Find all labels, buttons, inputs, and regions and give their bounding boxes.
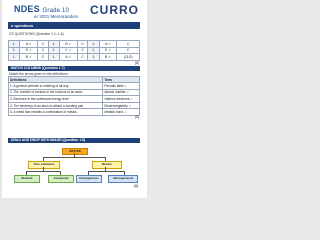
- drag-drop-subheading: DRAG AND DROP WITH IMAGE (Question 1.8): [8, 138, 140, 143]
- node-matter: MATTER: [62, 148, 88, 155]
- match-instruction: Match the terms given in the definitions.: [9, 71, 69, 76]
- mcq-cell: C: [38, 41, 49, 48]
- mcq-cell: C: [38, 54, 49, 61]
- mcq-cell: 1.: [88, 47, 99, 54]
- term-header: Term: [103, 77, 140, 83]
- node-homogeneous[interactable]: Homogeneous: [76, 175, 102, 183]
- definitions-header: Definitions: [9, 77, 103, 83]
- mcq-cell: A ✓: [59, 54, 77, 61]
- mcq-cell: D ✓: [99, 47, 117, 54]
- memorandum-page: [2, 0, 147, 198]
- mcq-cell: C: [77, 47, 88, 54]
- mcq-cell: B ✓: [20, 54, 38, 61]
- match-row: [9, 96, 140, 103]
- mcq-cell: A ✓: [99, 41, 117, 48]
- definition-cell: 3. Electrons in the outermost energy level.: [9, 96, 103, 103]
- mcq-answer-table: [8, 40, 140, 61]
- mcq-total: [6]: [135, 61, 139, 65]
- term-cell: Atomic number ✓: [103, 89, 140, 96]
- definition-cell: 4. The tendency of an atom to attract a bonding pair.: [9, 102, 103, 109]
- definition-cell: 1. A general periodic w ordering of all any...: [9, 83, 103, 90]
- node-element[interactable]: Element: [14, 175, 40, 183]
- term-cell: Metallic bond ✓: [103, 109, 140, 116]
- match-row: [9, 89, 140, 96]
- mcq-cell: 1.: [9, 54, 20, 61]
- match-row: [9, 102, 140, 109]
- node-compound[interactable]: Compound: [48, 175, 74, 183]
- mcq-cell: B ✓: [59, 41, 77, 48]
- mcq-cell: 1.: [88, 54, 99, 61]
- node-mixture: Mixture: [92, 161, 122, 169]
- mcq-cell: A ✓: [20, 41, 38, 48]
- match-columns-table: [8, 76, 140, 116]
- definition-cell: 2. The number of protons in the nucleus of an atom.: [9, 89, 103, 96]
- mcq-cell: 1.: [48, 47, 59, 54]
- node-pure-substance: Pure substance: [28, 161, 60, 169]
- curro-logo: CURRO: [90, 3, 139, 17]
- match-row: [9, 109, 140, 116]
- mcq-cell: C: [38, 47, 49, 54]
- document-title: NDES Grade 10: [14, 4, 70, 14]
- mcq-row: [9, 54, 140, 61]
- mcq-cell: C: [77, 54, 88, 61]
- term-cell: Periodic table ✓: [103, 83, 140, 90]
- mcq-cell: B ✓: [99, 54, 117, 61]
- match-total: [5]: [135, 115, 139, 119]
- match-row: [9, 83, 140, 90]
- term-cell: Valence electrons ✓: [103, 96, 140, 103]
- mcq-cell: D ✓: [20, 47, 38, 54]
- mcq-cell: 1.: [88, 41, 99, 48]
- definition-cell: 5. A metal that exhibits a combination of metals.: [9, 109, 103, 116]
- mcq-subheading: CE QUESTIONS (Question 1.1–1.6): [9, 32, 64, 36]
- mcq-cell: 1.: [48, 41, 59, 48]
- section-bar-questions: e questions: [8, 22, 140, 29]
- mcq-cell: 1.: [9, 41, 20, 48]
- matter-classification-diagram: [8, 148, 140, 192]
- drag-drop-total: [6]: [134, 184, 138, 188]
- node-heterogeneous[interactable]: Heterogeneous: [108, 175, 138, 183]
- document-subtitle: er 2021 Memorandum: [34, 14, 79, 19]
- mcq-cell: (11/2): [117, 54, 140, 61]
- mcq-cell: 1.: [9, 47, 20, 54]
- mcq-cell: C ✓: [59, 47, 77, 54]
- mcq-cell: C: [117, 47, 140, 54]
- match-subheading: MATCH COLUMNS (Question 1.7): [8, 66, 140, 71]
- mcq-cell: C: [117, 41, 140, 48]
- mcq-cell: 1.: [48, 54, 59, 61]
- term-cell: Electronegativity ✓: [103, 102, 140, 109]
- mcq-cell: C: [77, 41, 88, 48]
